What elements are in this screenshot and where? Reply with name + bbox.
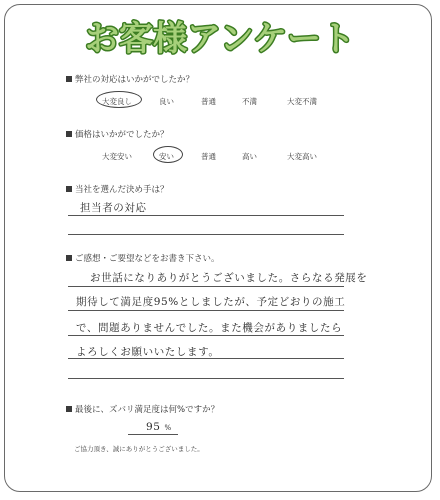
q2-option-3: 普通 xyxy=(201,152,216,161)
answer-line xyxy=(68,286,344,287)
svg-text:お客様アンケート: お客様アンケート xyxy=(85,19,355,59)
question-5: 最後に、ズバリ満足度は何%ですか？ xyxy=(66,403,219,415)
question-1: 弊社の対応はいかがでしたか？ xyxy=(66,73,194,85)
q5-answer: 95 % xyxy=(146,421,172,433)
q4-answer-line-4: よろしくお願いいたします。 xyxy=(76,346,220,358)
answer-line xyxy=(128,434,178,435)
bullet-square-icon xyxy=(66,76,72,82)
question-3: 当社を選んだ決め手は？ xyxy=(66,183,169,195)
answer-line xyxy=(68,378,344,379)
bullet-square-icon xyxy=(66,131,72,137)
q1-option-4: 不満 xyxy=(242,97,257,106)
q1-option-2: 良い xyxy=(159,97,174,106)
answer-line xyxy=(68,215,344,216)
question-4: ご感想・ご要望などをお書き下さい。 xyxy=(66,252,220,264)
q1-selected-circle xyxy=(96,91,142,108)
question-2: 価格はいかがでしたか？ xyxy=(66,128,169,140)
q2-option-1: 大変安い xyxy=(102,152,132,161)
bullet-square-icon xyxy=(66,186,72,192)
q2-option-5: 大変高い xyxy=(287,152,317,161)
bullet-square-icon xyxy=(66,406,72,412)
q1-option-5: 大変不満 xyxy=(287,97,317,106)
q2-option-2: 安い xyxy=(159,152,174,161)
q3-answer: 担当者の対応 xyxy=(80,202,147,214)
answer-line xyxy=(68,234,344,235)
q4-answer-line-1: お世話になりありがとうございました。さらなる発展を xyxy=(90,272,368,284)
answer-line xyxy=(68,358,344,359)
footer-thanks: ご協力頂き、誠にありがとうございました。 xyxy=(74,445,204,453)
survey-title xyxy=(62,10,378,62)
q1-option-1: 大変良し xyxy=(102,97,132,106)
answer-line xyxy=(68,335,344,336)
answer-line xyxy=(68,310,344,311)
q4-answer-line-3: で、問題ありませんでした。また機会がありましたら xyxy=(76,322,343,334)
q2-selected-circle xyxy=(153,146,183,163)
q1-option-3: 普通 xyxy=(201,97,216,106)
q2-option-4: 高い xyxy=(242,152,257,161)
bullet-square-icon xyxy=(66,255,72,261)
q4-answer-line-2: 期待して満足度95%としましたが、予定どおりの施工 xyxy=(76,296,346,308)
